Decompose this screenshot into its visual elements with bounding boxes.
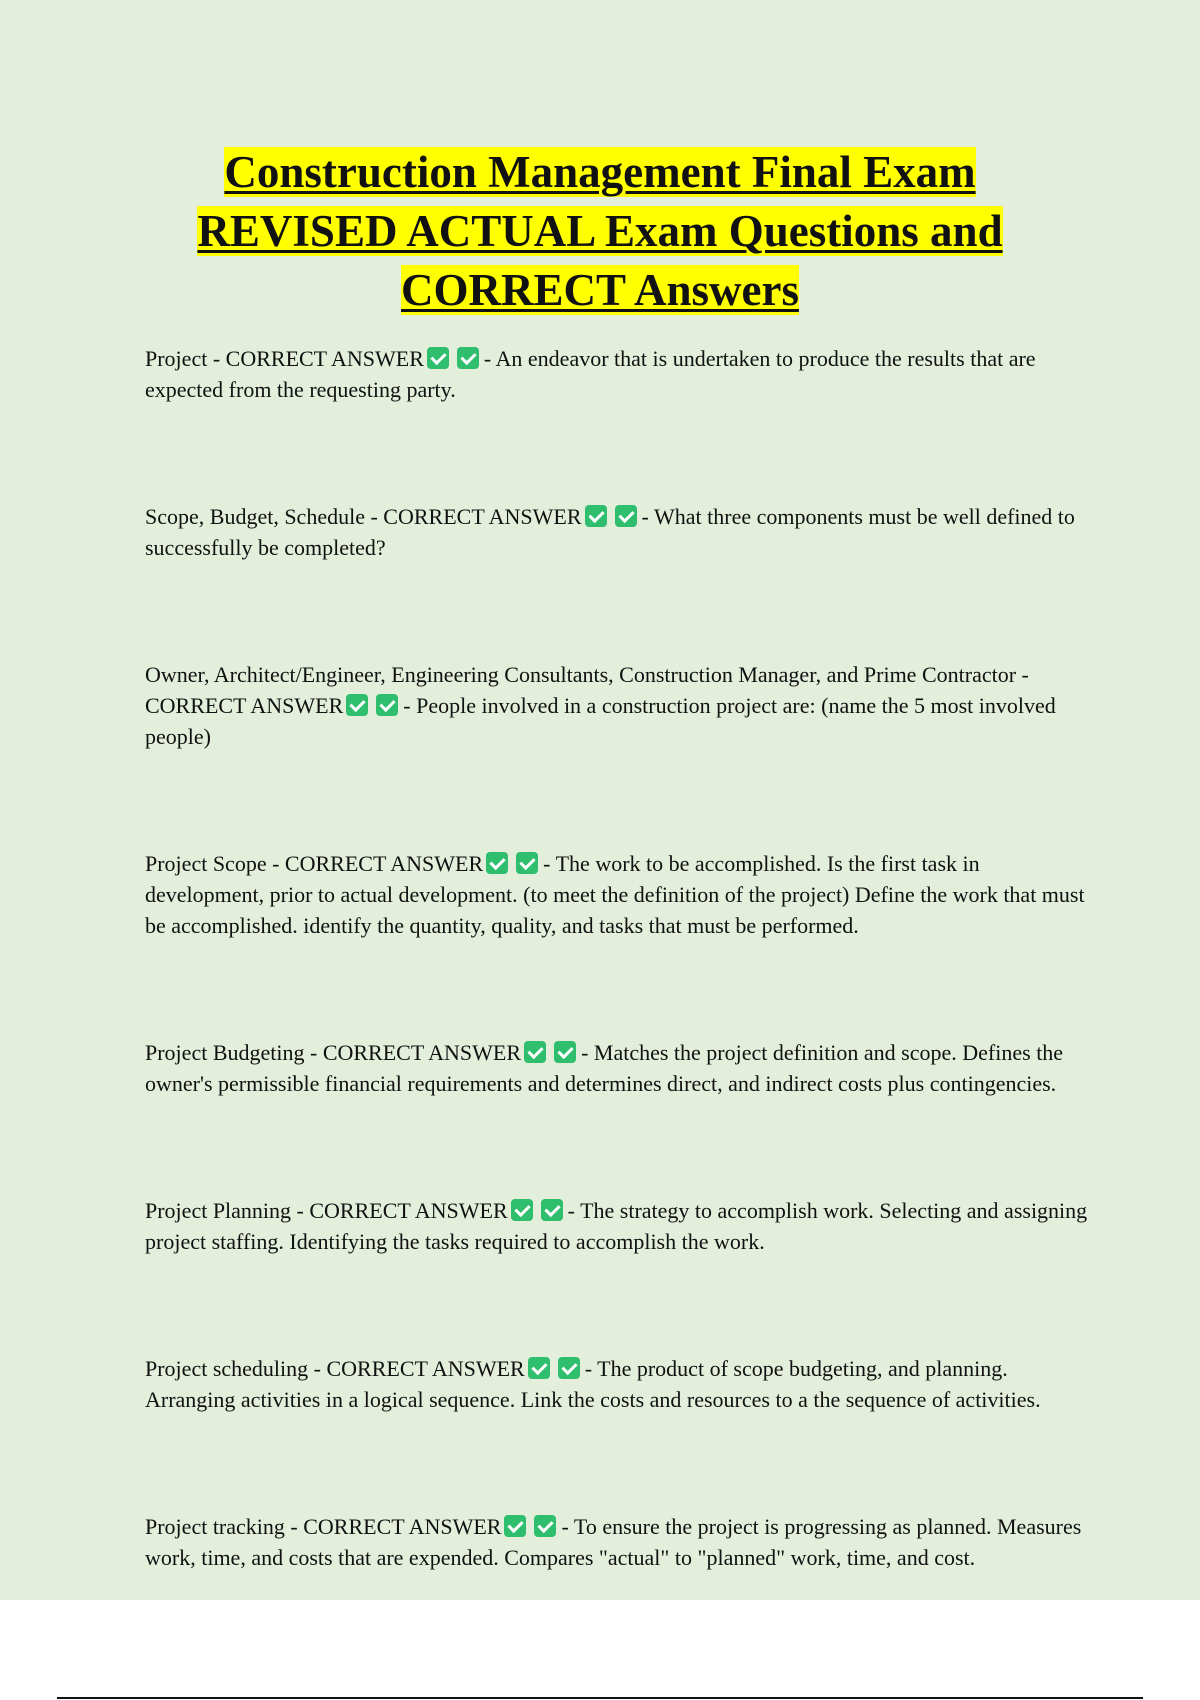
entry-separator: - xyxy=(403,693,417,718)
entry-separator: - xyxy=(284,1514,304,1539)
entry-term: Project xyxy=(145,346,208,371)
qa-entry xyxy=(145,1037,1095,1099)
entry-separator: - xyxy=(308,1356,327,1381)
entry-term: Project scheduling xyxy=(145,1356,309,1381)
entry-term: Project tracking xyxy=(145,1514,285,1539)
qa-list xyxy=(145,343,1095,1669)
entry-separator: - xyxy=(364,504,384,529)
correct-answer-label: CORRECT ANSWER xyxy=(145,693,344,718)
correct-answer-label: CORRECT ANSWER xyxy=(383,504,582,529)
check-mark-icon xyxy=(346,694,368,716)
entry-separator: - xyxy=(291,1198,310,1223)
check-mark-icon xyxy=(534,1515,556,1537)
entry-answer: The product of scope budgeting, and planning. Arranging activities in a logical sequence. Link the costs and resources to a the sequence of activities. xyxy=(145,1356,1041,1412)
correct-answer-label: CORRECT ANSWER xyxy=(225,346,424,371)
entry-term: Project Planning xyxy=(145,1198,292,1223)
qa-entry xyxy=(145,1511,1095,1573)
document-title xyxy=(120,143,1080,320)
entry-separator: - xyxy=(483,346,496,371)
check-mark-icon xyxy=(457,347,479,369)
check-mark-icon xyxy=(376,694,398,716)
entry-separator: - xyxy=(543,851,556,876)
entry-term: Scope, Budget, Schedule xyxy=(145,504,365,529)
qa-entry xyxy=(145,659,1095,752)
entry-answer: The strategy to accomplish work. Selecting and assigning project staffing. Identifying the tasks required to accomplish the work. xyxy=(145,1198,1093,1254)
entry-separator: - xyxy=(584,1356,598,1381)
check-mark-icon xyxy=(504,1515,526,1537)
entry-separator: - xyxy=(567,1198,581,1223)
check-mark-icon xyxy=(585,505,607,527)
footer-rule xyxy=(57,1697,1143,1699)
entry-separator: - xyxy=(641,504,654,529)
entry-answer: To ensure the project is progressing as planned. Measures work, time, and costs that are expended. Compares "actual" to "planned" work, time, and cost. xyxy=(145,1514,1087,1570)
correct-answer-label: CORRECT ANSWER xyxy=(326,1356,525,1381)
check-mark-icon xyxy=(528,1357,550,1379)
entry-separator: - xyxy=(1016,662,1035,687)
qa-entry xyxy=(145,1353,1095,1415)
qa-entry xyxy=(145,343,1095,405)
entry-answer: An endeavor that is undertaken to produce the results that are expected from the requesting party. xyxy=(145,346,1042,402)
correct-answer-label: CORRECT ANSWER xyxy=(303,1514,502,1539)
check-mark-icon xyxy=(554,1041,576,1063)
check-mark-icon xyxy=(524,1041,546,1063)
entry-term: Owner, Architect/Engineer, Engineering Consultants, Construction Manager, and Prime Contractor xyxy=(145,662,1017,687)
check-mark-icon xyxy=(486,852,508,874)
entry-separator: - xyxy=(561,1514,574,1539)
entry-answer: Matches the project definition and scope. Defines the owner's permissible financial requirements and determines direct, and indirect costs plus contingencies. xyxy=(145,1040,1069,1096)
correct-answer-label: CORRECT ANSWER xyxy=(309,1198,508,1223)
entry-separator: - xyxy=(207,346,226,371)
entry-term: Project Budgeting xyxy=(145,1040,305,1065)
entry-separator: - xyxy=(304,1040,323,1065)
entry-separator: - xyxy=(266,851,285,876)
qa-entry xyxy=(145,501,1095,563)
check-mark-icon xyxy=(427,347,449,369)
title-highlight: Construction Management Final Exam REVISED ACTUAL Exam Questions and CORRECT Answers xyxy=(197,147,1003,315)
qa-entry xyxy=(145,848,1095,941)
entry-answer: What three components must be well defined to successfully be completed? xyxy=(145,504,1081,560)
entry-separator: - xyxy=(581,1040,594,1065)
correct-answer-label: CORRECT ANSWER xyxy=(322,1040,522,1065)
check-mark-icon xyxy=(615,505,637,527)
correct-answer-label: CORRECT ANSWER xyxy=(284,851,484,876)
check-mark-icon xyxy=(511,1199,533,1221)
check-mark-icon xyxy=(541,1199,563,1221)
qa-entry xyxy=(145,1195,1095,1257)
check-mark-icon xyxy=(516,852,538,874)
entry-term: Project Scope xyxy=(145,851,267,876)
entry-answer: The work to be accomplished. Is the first task in development, prior to actual development. (to meet the definition of the project) Define the work that must be accomplished. identify the quantity, quality, and tasks that must be performed. xyxy=(145,851,1091,938)
entry-answer: People involved in a construction project are: (name the 5 most involved people) xyxy=(145,693,1062,749)
check-mark-icon xyxy=(558,1357,580,1379)
